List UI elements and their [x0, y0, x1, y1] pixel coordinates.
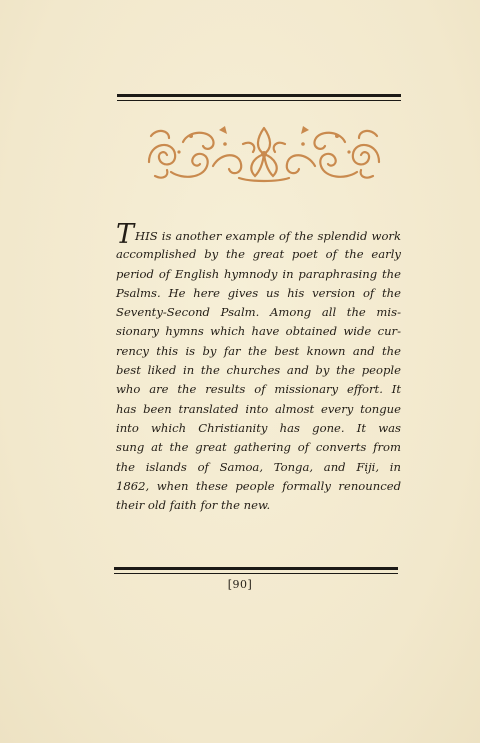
- drop-cap: T: [116, 219, 135, 250]
- top-double-rule: [117, 94, 401, 101]
- paragraph-line-13: the islands of Samoa, Tonga, and Fiji, in: [116, 459, 401, 474]
- paragraph-line-9: who are the results of missionary effort. It: [116, 382, 401, 397]
- paragraph-line-1: THIS is another example of the splendid work: [116, 219, 401, 250]
- bottom-double-rule: [114, 567, 398, 574]
- paragraph-line-5: Seventy-Second Psalm. Among all the mis-: [116, 305, 401, 320]
- paragraph-line-8: best liked in the churches and by the people: [116, 363, 401, 378]
- paragraph-line-14: 1862, when these people formally renounced: [116, 478, 401, 493]
- paragraph-line-7: rency this is by far the best known and the: [116, 343, 401, 358]
- paragraph-line-4: Psalms. He here gives us his version of the: [116, 285, 401, 300]
- floral-scroll-headpiece-icon: [143, 122, 385, 184]
- paragraph-line-15: their old faith for the new.: [116, 498, 271, 513]
- page-number: [90]: [227, 578, 253, 591]
- paragraph-line-10: has been translated into almost every tongue: [116, 401, 401, 416]
- body-paragraph: [116, 219, 401, 515]
- paragraph-line-12: sung at the great gathering of converts from: [116, 440, 401, 455]
- paragraph-line-6: sionary hymns which have obtained wide cur-: [116, 324, 401, 339]
- paragraph-line-2: accomplished by the great poet of the early: [116, 247, 401, 262]
- paragraph-line-11: into which Christianity has gone. It was: [116, 420, 401, 435]
- paragraph-line-3: period of English hymnody in paraphrasing the: [116, 266, 401, 281]
